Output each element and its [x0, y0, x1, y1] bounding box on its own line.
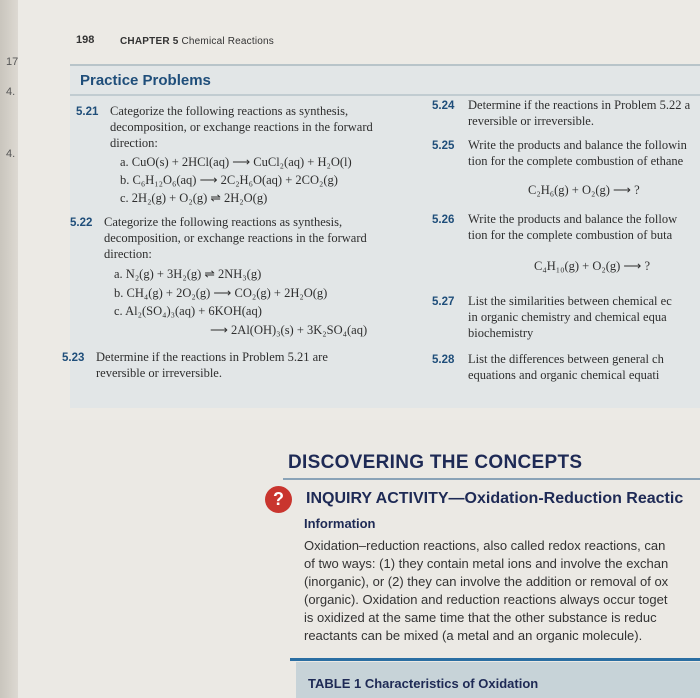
table-title: TABLE 1 Characteristics of Oxidation — [308, 676, 539, 691]
problem-5-22-c: c. Al₂(SO₄)₃(aq) + 6KOH(aq) — [114, 304, 262, 318]
problem-5-22-line3: direction: — [104, 247, 152, 261]
page-gutter — [0, 0, 18, 698]
problem-5-25-equation: C₂H₆(g) + O₂(g) ⟶ ? — [528, 183, 640, 197]
problem-5-25-line1: Write the products and balance the followin — [468, 138, 687, 152]
chapter-title: Chemical Reactions — [181, 36, 274, 47]
problem-5-26-line2: tion for the complete combustion of buta — [468, 228, 673, 242]
info-line-4: (organic). Oxidation and reduction reactions always occur toget — [304, 592, 668, 607]
info-line-2: of two ways: (1) they contain metal ions and involve the exchan — [304, 556, 669, 571]
problem-5-21-a: a. CuO(s) + 2HCl(aq) ⟶ CuCl₂(aq) + H₂O(l) — [120, 155, 352, 169]
problem-5-22-c-products: ⟶ 2Al(OH)₃(s) + 3K₂SO₄(aq) — [210, 323, 368, 337]
problem-5-21-b: b. C₆H₁₂O₆(aq) ⟶ 2C₂H₆O(aq) + 2CO₂(g) — [120, 173, 338, 187]
problem-5-25-line2: tion for the complete combustion of ethane — [468, 154, 684, 168]
info-line-6: reactants can be mixed (a metal and an organic molecule). — [304, 628, 643, 643]
chapter-label: CHAPTER 5 — [120, 36, 179, 47]
practice-title: Practice Problems — [80, 72, 211, 89]
problem-5-22-line1: Categorize the following reactions as synthesis, — [104, 215, 343, 229]
info-line-3: (inorganic), or (2) they can involve the addition or removal of ox — [304, 574, 669, 589]
problem-5-28-line1: List the differences between general ch — [468, 352, 664, 366]
information-heading: Information — [304, 516, 376, 531]
problem-number-5-27: 5.27 — [432, 296, 455, 308]
problem-number-5-22: 5.22 — [70, 217, 93, 229]
problem-number-5-23: 5.23 — [62, 352, 85, 364]
margin-mark-2: 4. — [6, 148, 16, 160]
info-line-1: Oxidation–reduction reactions, also called redox reactions, can — [304, 538, 666, 553]
margin-mark-top: 17 — [6, 56, 19, 68]
problem-5-26-line1: Write the products and balance the follow — [468, 212, 678, 226]
problem-number-5-26: 5.26 — [432, 214, 455, 226]
concepts-rule — [283, 478, 700, 480]
problem-5-28-line2: equations and organic chemical equati — [468, 368, 660, 382]
problem-5-27-line2: in organic chemistry and chemical equa — [468, 310, 667, 324]
problem-5-23-line1: Determine if the reactions in Problem 5.21 are — [96, 350, 328, 364]
table-top-rule — [290, 658, 700, 661]
info-line-5: is oxidized at the same time that the other substance is reduc — [304, 610, 657, 625]
problem-5-22-line2: decomposition, or exchange reactions in the forward — [104, 231, 367, 245]
problem-number-5-21: 5.21 — [76, 106, 99, 118]
problem-5-21-line2: decomposition, or exchange reactions in the forward — [110, 120, 373, 134]
problem-5-21-line3: direction: — [110, 136, 158, 150]
problem-5-21-c: c. 2H₂(g) + O₂(g) ⇌ 2H₂O(g) — [120, 191, 268, 205]
problem-number-5-24: 5.24 — [432, 100, 455, 112]
problem-5-24-line1: Determine if the reactions in Problem 5.22 a — [468, 98, 691, 112]
problem-5-23-line2: reversible or irreversible. — [96, 366, 222, 380]
problem-5-27-line3: biochemistry — [468, 326, 534, 340]
margin-mark-1: 4. — [6, 86, 16, 98]
inquiry-activity-title: INQUIRY ACTIVITY—Oxidation-Reduction Reactic — [306, 490, 684, 507]
problem-number-5-25: 5.25 — [432, 140, 455, 152]
problem-5-21-line1: Categorize the following reactions as synthesis, — [110, 104, 349, 118]
problem-5-27-line1: List the similarities between chemical ec — [468, 294, 672, 308]
practice-title-rule — [70, 94, 700, 96]
problem-5-22-b: b. CH₄(g) + 2O₂(g) ⟶ CO₂(g) + 2H₂O(g) — [114, 286, 328, 300]
problem-number-5-28: 5.28 — [432, 354, 455, 366]
chapter-header — [120, 36, 274, 47]
question-icon: ? — [265, 486, 292, 513]
problem-5-26-equation: C₄H₁₀(g) + O₂(g) ⟶ ? — [534, 259, 650, 273]
page-number: 198 — [76, 34, 95, 46]
concepts-title: DISCOVERING THE CONCEPTS — [288, 452, 583, 473]
problem-5-22-a: a. N₂(g) + 3H₂(g) ⇌ 2NH₃(g) — [114, 267, 262, 281]
problem-5-24-line2: reversible or irreversible. — [468, 114, 594, 128]
